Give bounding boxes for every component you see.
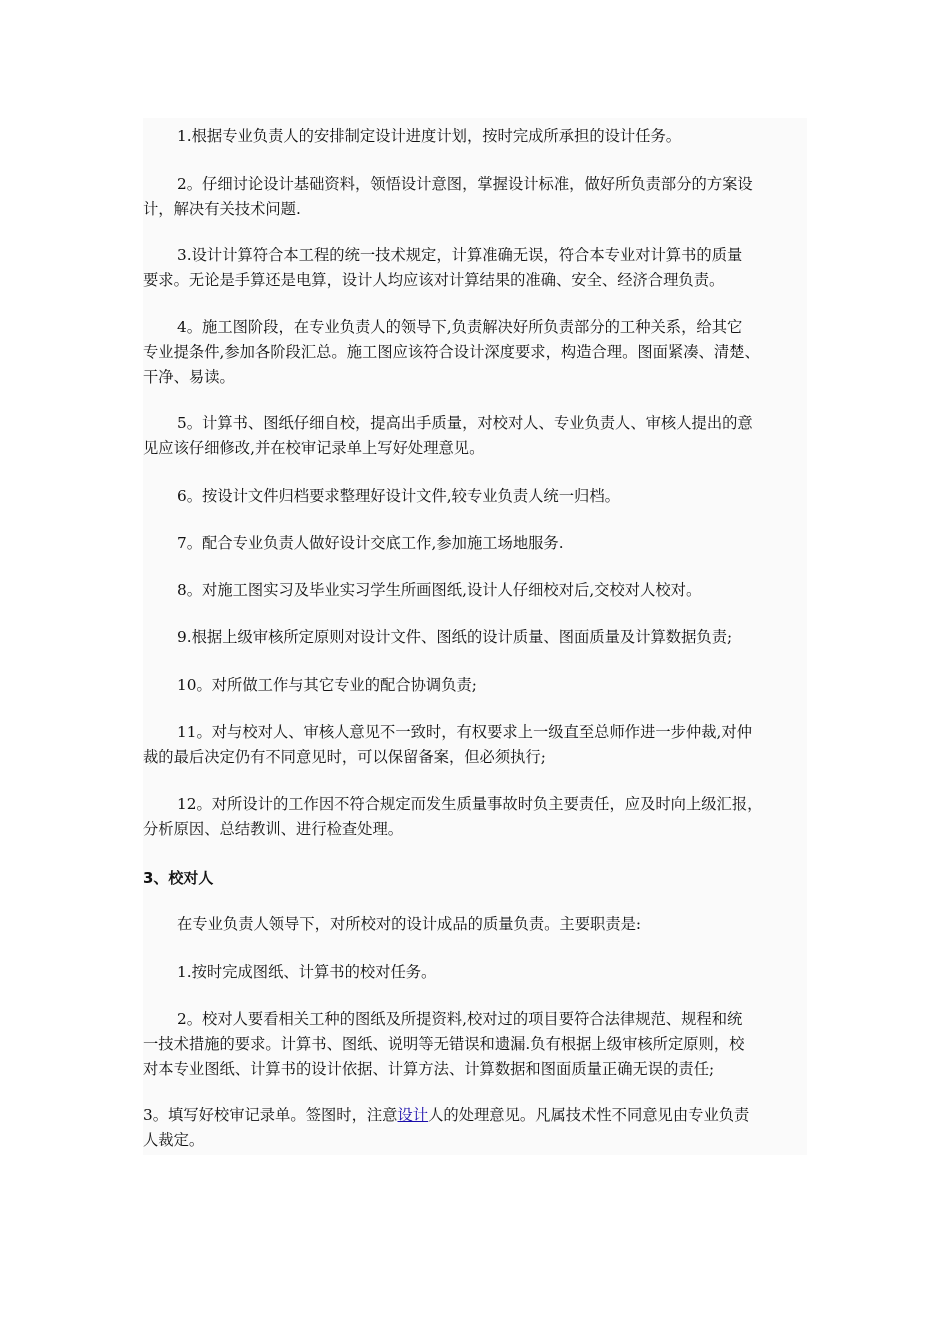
text-line: 干净、易读。	[143, 368, 235, 386]
designer-duty-4	[143, 315, 815, 390]
checker-duty-1	[143, 960, 815, 985]
text-line: 1.根据专业负责人的安排制定设计进度计划，按时完成所承担的设计任务。	[177, 127, 682, 145]
designer-duty-12	[143, 792, 815, 842]
text-line: 5。计算书、图纸仔细自校，提高出手质量，对校对人、专业负责人、审核人提出的意	[177, 414, 753, 432]
text-line: 1.按时完成图纸、计算书的校对任务。	[177, 963, 437, 981]
text-line: 裁的最后决定仍有不同意见时，可以保留备案，但必须执行;	[143, 748, 546, 766]
designer-duty-6	[143, 484, 815, 509]
checker-duty-2	[143, 1007, 815, 1082]
text-line: 7。配合专业负责人做好设计交底工作,参加施工场地服务.	[177, 534, 564, 552]
text-line: 6。按设计文件归档要求整理好设计文件,较专业负责人统一归档。	[177, 487, 620, 505]
text-line: 3.设计计算符合本工程的统一技术规定，计算准确无误，符合本专业对计算书的质量	[177, 246, 743, 264]
text-line: 8。对施工图实习及毕业实习学生所画图纸,设计人仔细校对后,交校对人校对。	[177, 581, 702, 599]
text-line: 一技术措施的要求。计算书、图纸、说明等无错误和遗漏.负有根据上级审核所定原则，校	[143, 1035, 745, 1053]
section-heading-text: 3、校对人	[143, 869, 214, 887]
text-line: 2。仔细讨论设计基础资料，领悟设计意图，掌握设计标准，做好所负责部分的方案设	[177, 175, 753, 193]
text-line: 分析原因、总结教训、进行检查处理。	[143, 820, 404, 838]
section-heading	[143, 866, 815, 891]
designer-duty-1	[143, 124, 815, 149]
text-line: 10。对所做工作与其它专业的配合协调负责;	[177, 676, 477, 694]
text-line: 9.根据上级审核所定原则对设计文件、图纸的设计质量、图面质量及计算数据负责;	[177, 628, 733, 646]
text-line-with-link	[143, 1103, 815, 1128]
text-line: 对本专业图纸、计算书的设计依据、计算方法、计算数据和图面质量正确无误的责任;	[143, 1060, 715, 1078]
checker-duty-3	[143, 1103, 815, 1153]
text-line: 12。对所设计的工作因不符合规定而发生质量事故时负主要责任，应及时向上级汇报，	[177, 795, 763, 813]
designer-duty-9	[143, 625, 815, 650]
text-segment: 人的处理意见。凡属技术性不同意见由专业负责	[428, 1106, 750, 1124]
designer-duty-3	[143, 243, 815, 293]
text-line: 在专业负责人领导下，对所校对的设计成品的质量负责。主要职责是:	[177, 915, 642, 933]
designer-duty-5	[143, 411, 815, 461]
document-body	[143, 118, 807, 1155]
text-line: 4。施工图阶段，在专业负责人的领导下,负责解决好所负责部分的工种关系，给其它	[177, 318, 743, 336]
text-line: 专业提条件,参加各阶段汇总。施工图应该符合设计深度要求，构造合理。图面紧凑、清楚、	[143, 343, 760, 361]
designer-duty-10	[143, 673, 815, 698]
text-segment: 3。填写好校审记录单。签图时，注意	[143, 1106, 398, 1124]
text-line: 2。校对人要看相关工种的图纸及所提资料,校对过的项目要符合法律规范、规程和统	[177, 1010, 743, 1028]
text-line: 人裁定。	[143, 1131, 205, 1149]
designer-duty-8	[143, 578, 815, 603]
text-line: 要求。无论是手算还是电算，设计人均应该对计算结果的准确、安全、经济合理负责。	[143, 271, 725, 289]
section-intro	[143, 912, 815, 937]
design-link[interactable]: 设计	[397, 1106, 429, 1124]
text-line: 计，解决有关技术问题.	[143, 200, 301, 218]
designer-duty-11	[143, 720, 815, 770]
text-line: 11。对与校对人、审核人意见不一致时，有权要求上一级直至总师作进一步仲裁,对仲	[177, 723, 753, 741]
designer-duty-2	[143, 172, 815, 222]
text-line: 见应该仔细修改,并在校审记录单上写好处理意见。	[143, 439, 485, 457]
designer-duty-7	[143, 531, 815, 556]
